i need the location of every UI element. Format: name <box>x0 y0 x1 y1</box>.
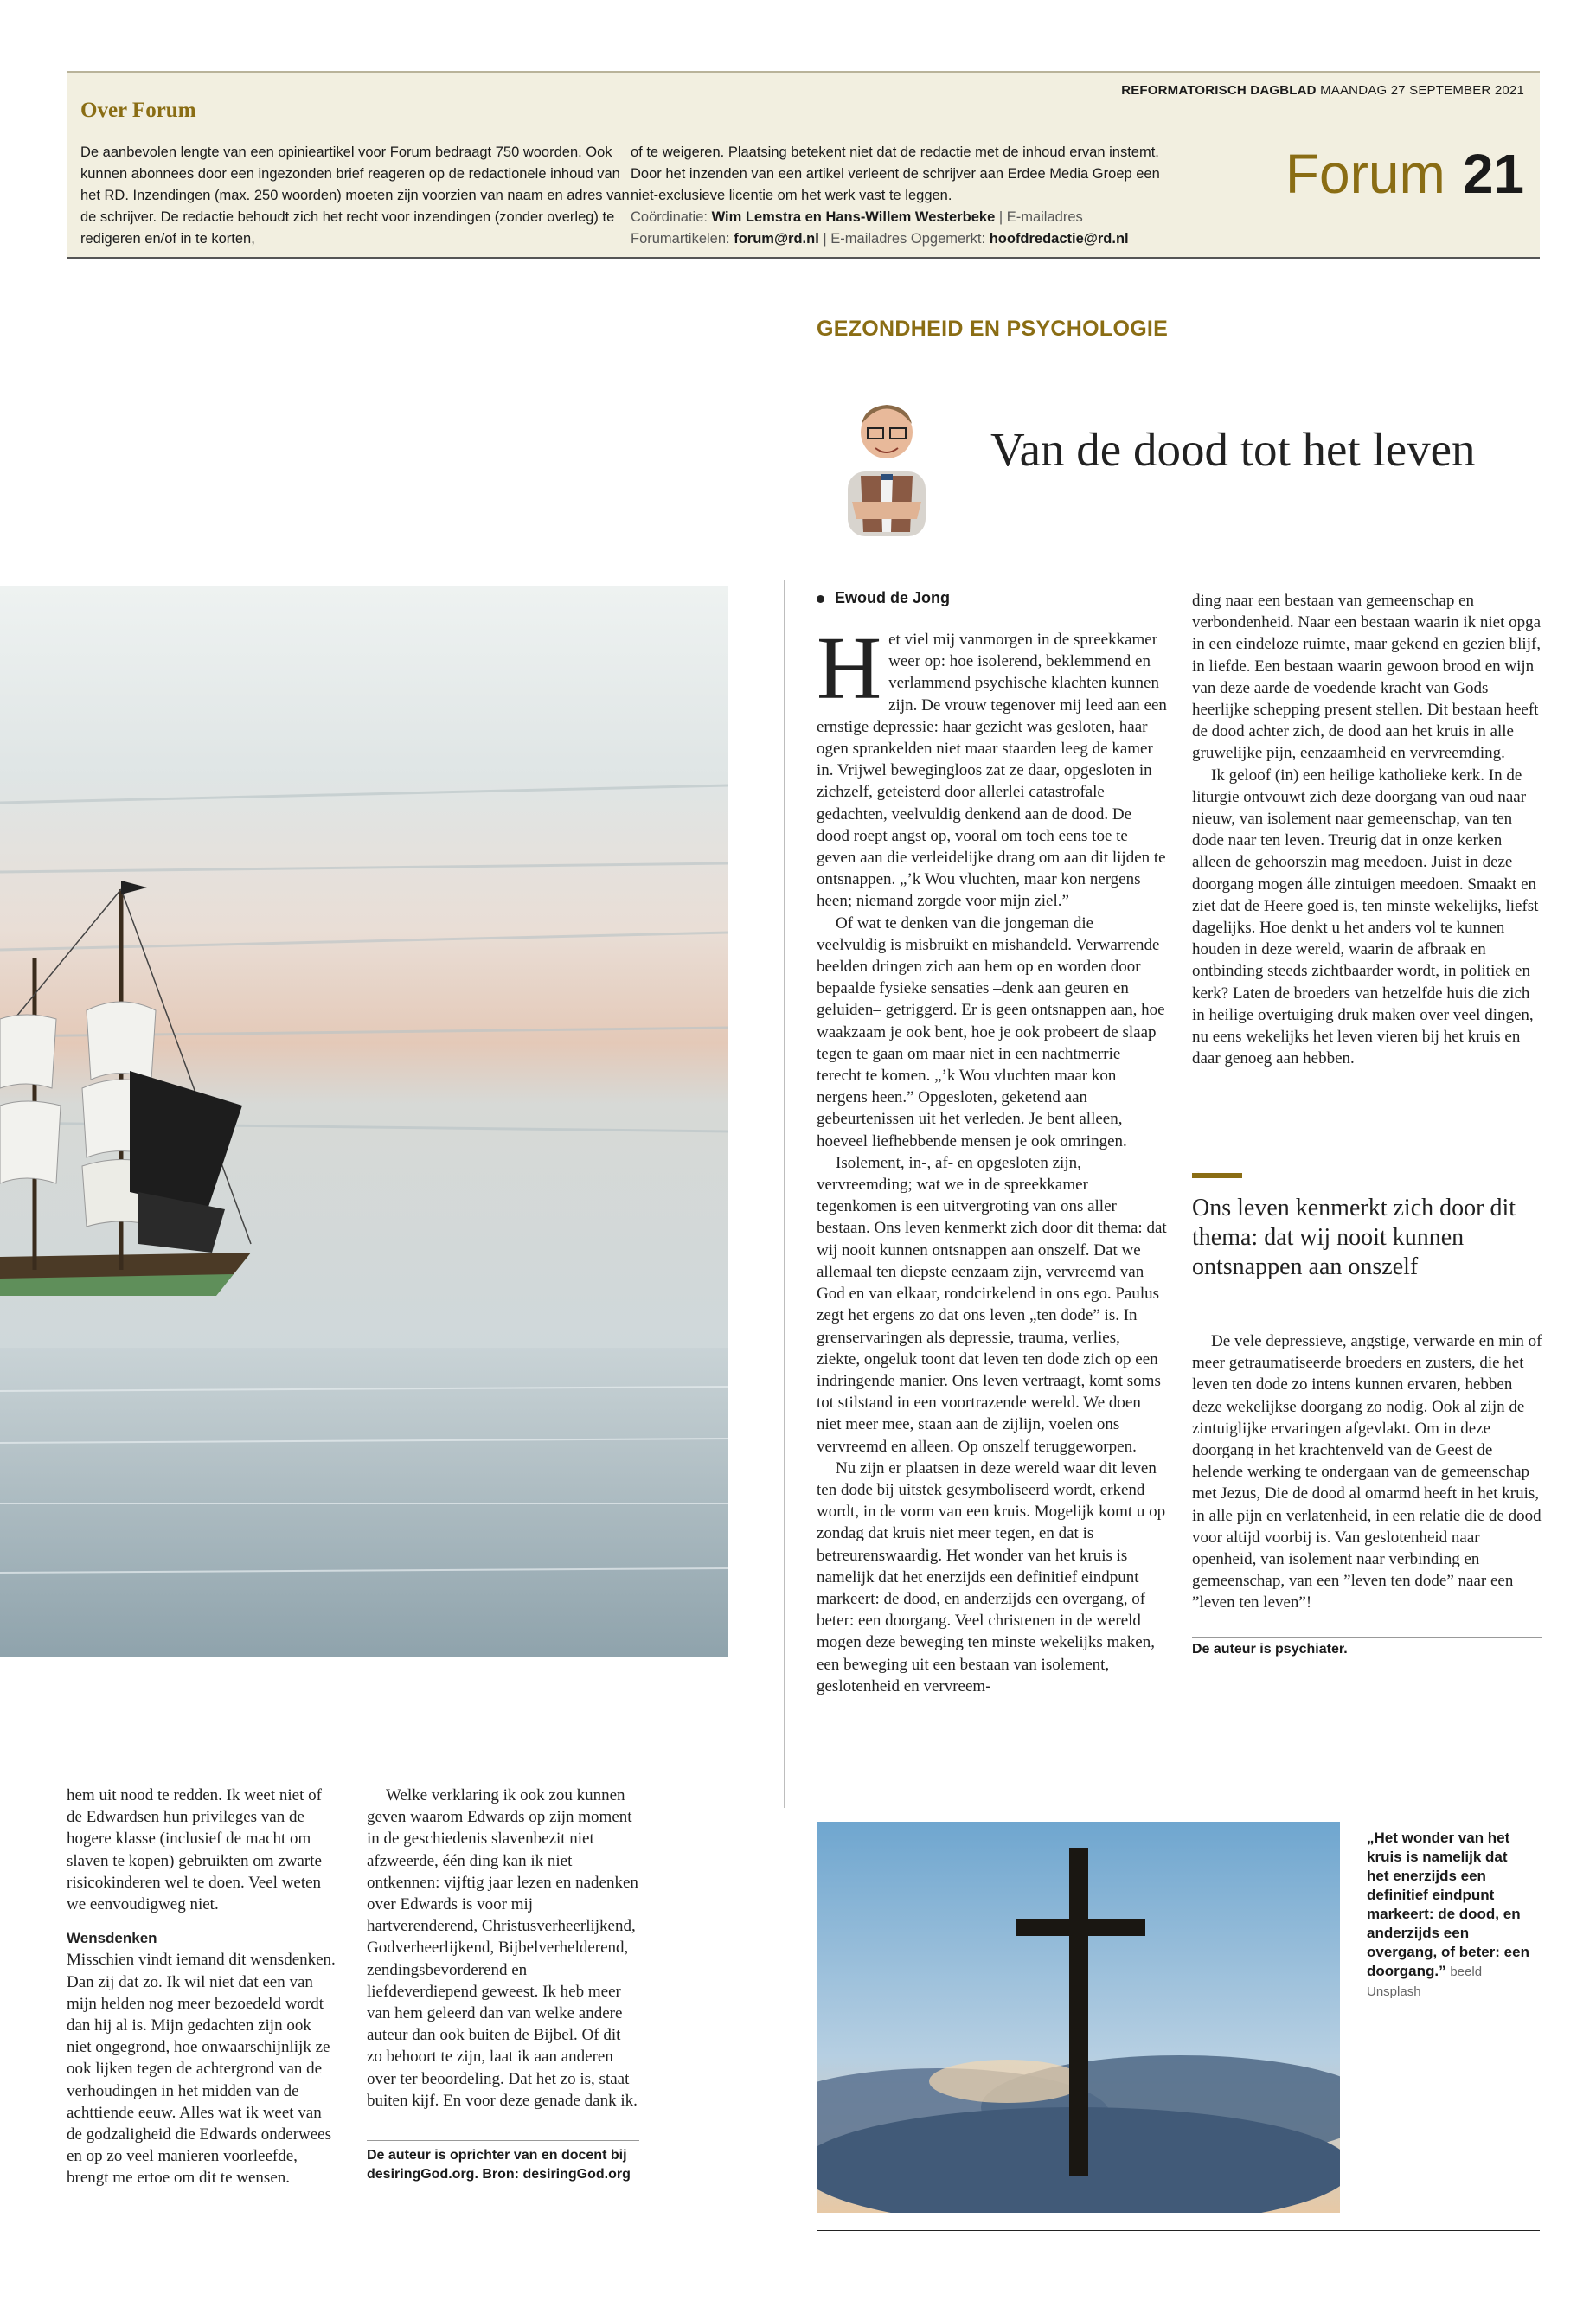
left-article-column-1 <box>67 1785 338 2189</box>
author-byline: Ewoud de Jong <box>817 589 950 607</box>
pullquote: Ons leven kenmerkt zich door dit thema: dat wij nooit kunnen ontsnappen aan onszelf <box>1192 1195 1516 1280</box>
forum-email-link[interactable]: forum@rd.nl <box>734 231 819 247</box>
section-header <box>1285 142 1524 206</box>
opgemerkt-email-link[interactable]: hoofdredactie@rd.nl <box>989 231 1129 247</box>
page-number: 21 <box>1462 143 1524 205</box>
article-paragraph: De vele depressieve, angstige, verwarde en min of meer getraumatiseerde broeders en zusters, die het leven ten dode zo intens kunnen ervaren, hebben deze wekelijkse doorgang zo nodig. Ook al zijn de zintuiglijke ervaringen afgevlakt. Om in deze doorgang in het krachtenveld van de Geest de helende werking te ondergaan van de gemeenschap met Jezus, Die de dood al omarmd heeft in het kruis, in alle pijn en verlatenheid, in een relatie die de dood voor altijd voorbij is. Van geslotenheid naar openheid, van isolement naar verbinding en gemeenschap, van een ”leven ten dode” naar een ”leven ten leven”! <box>1192 1332 1542 1612</box>
article-paragraph <box>817 619 1167 913</box>
article-paragraph: Isolement, in-, af- en opgesloten zijn, vervreemding; wat we in de spreekkamer tegenkomen is een uitvergroting van ons aller bestaan. Ons leven kenmerkt zich door dit thema: dat wij nooit kunnen ontsnappen aan onszelf. Dat we allemaal ten diepste eenzaam zijn, vervreemd van God en van elkaar, rondcirkelend in ons ego. Paulus zegt het ergens zo dat ons leven „ten dode” is. In grenservaringen als depressie, trauma, verlies, ziekte, ongeluk toont dat leven ten dode zich op een indringende manier. Ons leven vertraagt, komt soms tot stilstand in een voortrazende wereld. We doen niet meer mee, staan aan de zijlijn, voelen ons vervreemd en alleen. Op onszelf teruggeworpen. <box>817 1153 1167 1456</box>
article-paragraph: Nu zijn er plaatsen in deze wereld waar dit leven ten dode bij uitstek gesymboliseerd wordt, erkend wordt, in de vorm van een kruis. Mogelijk komt u op zondag dat kruis niet meer tegen, en dat is betreurenswaardig. Het wonder van het kruis is namelijk dat het enerzijds een definitief eindpunt markeert: de dood, en anderzijds een overgang, of beter: een doorgang. Veel christenen in de wereld mogen deze beweging ten minste wekelijks maken, een beweging uit een bestaan van isolement, geslotenheid en vervreem- <box>817 1458 1166 1695</box>
bottom-rule <box>817 2230 1540 2231</box>
article-paragraph: Misschien vindt iemand dit wensdenken. Dan zij dat zo. Ik wil niet dat een van mijn helden nog meer bezoedeld wordt dan hij al is. Mijn gedachten zijn ook niet ongegrond, hoe onwaarschijnlijk ze ook lijken tegen de achtergrond van de verhoudingen in het midden van de achttiende eeuw. Alles wat ik weet van de godzaligheid die Edwards onderwees en op zo veel manieren voorleefde, brengt me ertoe om dit te wensen. <box>67 1951 336 2188</box>
coordinatie-names: Wim Lemstra en Hans-Willem Westerbeke <box>711 209 996 225</box>
caption-text: „Het wonder van het kruis is namelijk dat het enerzijds een definitief eindpunt markeert: de dood, en anderzijds een overgang, of beter: een doorgang.” <box>1367 1830 1529 1979</box>
coordinatie-label: Coördinatie: <box>631 209 708 225</box>
author-note: De auteur is psychiater. <box>1192 1642 1348 1657</box>
dropcap: H <box>817 619 882 718</box>
emailadres-label: | E-mailadres <box>998 209 1083 225</box>
article-paragraph-text: et viel mij vanmorgen in de spreekkamer weer op: hoe isolerend, beklemmend en verlammend psychische klachten kunnen zijn. De vrouw tegenover mij leed aan een ernstige depressie: haar gezicht was gesloten, haar ogen sprankelden niet maar staarden leeg de kamer in. Vrijwel bewegingloos zat ze daar, opgesloten in zichzelf, geteisterd door allerlei catastrofale gedachten, veelvuldig denkend aan de dood. De dood roept angst op, vooral om toch eens toe te geven aan die verleidelijke drang om aan dit lijden te ontsnappen. „’k Wou vluchten, maar kon nergens heen; niemand zorgde voor mijn ziel.” <box>817 631 1167 911</box>
newspaper-name: REFORMATORISCH DAGBLAD <box>1121 83 1317 98</box>
forum-info-text-1: De aanbevolen lengte van een opinieartikel voor Forum bedraagt 750 woorden. Ook kunnen abonnees door een ingezonden brief reageren op de redactionele inhoud van het RD. Inzendingen (max. 250 woorden) moeten zijn voorzien van naam en adres van de schrijver. De redactie behoudt zich het recht voor inzendingen (zonder overleg) te redigeren en/of in te korten, <box>80 144 630 247</box>
article-column-1 <box>817 619 1167 1697</box>
article-paragraph: hem uit nood te redden. Ik weet niet of de Edwardsen hun privileges van de hogere klasse (inclusief de macht om slaven te kopen) gebruikten om zwarte risicokinderen wel te doen. Veel weten we eenvoudigweg niet. <box>67 1786 322 1914</box>
article-headline: Van de dood tot het leven <box>990 423 1476 476</box>
section-name: Forum <box>1285 143 1445 205</box>
source-note-rule <box>367 2140 639 2141</box>
article-paragraph: Ik geloof (in) een heilige katholieke kerk. In de liturgie ontvouwt zich deze doorgang van oud naar nieuw, van isolement naar gemeenschap, van ten dode naar ten leven. Treurig dat in onze kerken alleen de gehoorszin mag meedoen. Juist in deze doorgang mogen álle zintuigen meedoen. Smaakt en ziet dat de Heere goed is, ten minste wekelijks, liefst dagelijks. Hoe denkt u het anders vol te kunnen houden in deze wereld, waarin de afbraak en ontbinding steeds zichtbaarder wordt, in politiek en kerk? Laten de broeders van hetzelfde huis die zich in heilige overtuiging druk maken over veel dingen, nu eens wekelijks het leven vieren bij het kruis en daar genoeg aan hebben. <box>1192 766 1539 1068</box>
forum-info-text-2 <box>631 142 1167 250</box>
source-note: De auteur is oprichter van en docent bij desiringGod.org. Bron: desiringGod.org <box>367 2148 631 2182</box>
author-photo <box>830 381 943 536</box>
subhead: Wensdenken <box>67 1930 157 1947</box>
article-column-2-continued <box>1192 1330 1542 1614</box>
section-kicker: GEZONDHEID EN PSYCHOLOGIE <box>817 317 1169 341</box>
forum-info-text-2-body: of te weigeren. Plaatsing betekent niet dat de redactie met de inhoud ervan instemt. Door het inzenden van een artikel verleent de schrijver aan Erdee Media Groep een niet-exclusieve licentie om het werk vast te leggen. <box>631 144 1160 203</box>
forum-info-band <box>67 71 1540 259</box>
forumartikelen-label: Forumartikelen: <box>631 231 730 247</box>
pullquote-rule <box>1192 1173 1242 1178</box>
article-paragraph: Of wat te denken van die jongeman die veelvuldig is misbruikt en mishandeld. Verwarrende beelden dringen zich aan hem op en worden door bepaalde fysieke sensaties –denk aan geuren en geluiden– getriggerd. Er is geen ontsnappen aan, hoe waakzaam je ook bent, hoe je ook probeert de slaap tegen te gaan om maar niet in een nachtmerrie terecht te komen. „’k Wou vluchten maar kon nergens heen.” Opgesloten, geketend aan gebeurtenissen uit het verleden. Je bent alleen, hoeveel liefhebbende mensen je ook omringen. <box>817 913 1165 1150</box>
author-note-rule <box>1192 1637 1542 1638</box>
article-column-2 <box>1192 590 1542 1069</box>
sailing-ship-image <box>0 586 728 1657</box>
article-paragraph: Welke verklaring ik ook zou kunnen geven waarom Edwards op zijn moment in de geschiedenis slavenbezit niet afzweerde, één ding kan ik niet ontkennen: vijftig jaar lezen en nadenken over Edwards is voor mij hartverenderend, Christusverheerlijkend, Godverheerlijkend, Bijbelverhelderend, zendingsbevorderend en liefdeverdiepend geweest. Ik heb meer van hem geleerd dan van welke andere auteur dan ook buiten de Bijbel. Of dit zo behoort te zijn, laat ik aan anderen over ter beoordeling. Dat het zo is, staat buiten kijf. En voor deze genade dank ik. <box>367 1786 638 2110</box>
caption-credit: beeld Unsplash <box>1367 1965 1483 1999</box>
image-caption <box>1367 1829 1531 2002</box>
cross-image <box>817 1822 1340 2213</box>
article-paragraph: ding naar een bestaan van gemeenschap en verbondenheid. Naar een bestaan waarin ik niet opga in een eindeloze ruimte, maar gekend en gezien blijf, in liefde. Een bestaan waarin gewoon brood en wijn van deze aarde de voedende kracht van Gods heerlijke schepping present stellen. Dit bestaan heeft de dood achter zich, de dood aan het kruis in alle gruwelijke pijn, eenzaamheid en vervreemding. <box>1192 592 1542 763</box>
left-article-column-2 <box>367 1785 639 2112</box>
column-divider <box>784 580 785 1808</box>
over-forum-title: Over Forum <box>80 99 196 122</box>
publication-date: MAANDAG 27 SEPTEMBER 2021 <box>1320 83 1524 98</box>
opgemerkt-label: | E-mailadres Opgemerkt: <box>823 231 986 247</box>
newspaper-dateline <box>1121 83 1524 98</box>
